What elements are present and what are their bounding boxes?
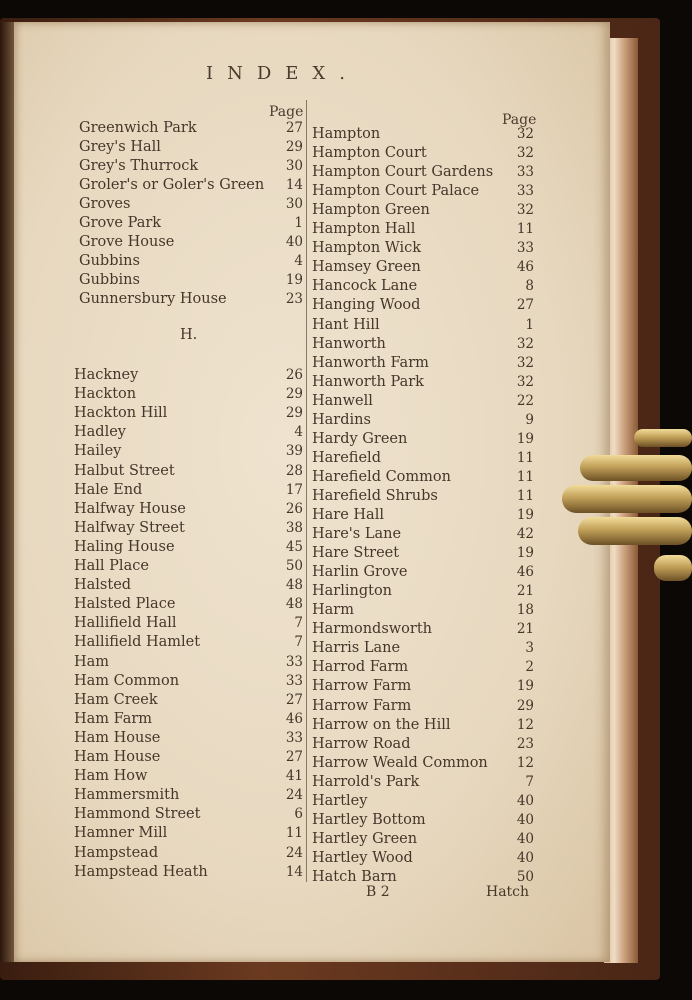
index-entry-name: Ham House (74, 749, 161, 765)
index-entry-page: 29 (285, 139, 303, 155)
index-entry-name: Harrold's Park (312, 773, 420, 790)
index-entry-page: 39 (285, 443, 303, 460)
index-entry-name: Hampton (312, 126, 381, 142)
index-entry-name: Hardy Green (312, 430, 408, 447)
index-entry-page: 46 (516, 564, 534, 581)
index-entry-page: 11 (516, 487, 534, 504)
index-entry-page: 27 (285, 749, 303, 765)
index-entry-name: Hare Street (312, 545, 400, 562)
index-entry-page: 1 (525, 316, 534, 333)
index-entry-page: 33 (285, 729, 303, 746)
index-entry-name: Harrod Farm (312, 659, 409, 676)
index-entry-name: Harefield (312, 449, 381, 466)
index-entry-name: Ham Creek (74, 691, 158, 708)
index-entry-name: Hare's Lane (312, 526, 402, 543)
index-entry-name: Hamsey Green (312, 259, 421, 276)
index-entry-page: 7 (294, 615, 303, 632)
index-entry-name: Grove House (79, 234, 175, 250)
index-entry-name: Grey's Hall (79, 139, 161, 155)
index-entry-page: 30 (285, 158, 303, 174)
index-entry-page: 32 (516, 354, 534, 371)
index-entry-page: 24 (285, 787, 303, 804)
index-entry-name: Halfway House (74, 500, 186, 517)
index-entry-page: 19 (516, 678, 534, 695)
index-entry-name: Harrow on the Hill (312, 716, 451, 733)
index-entry-name: Harefield Common (312, 468, 451, 485)
index-entry-page: 41 (285, 768, 303, 785)
index-entry-name: Hampton Hall (312, 221, 416, 238)
index-entry-page: 7 (294, 634, 303, 651)
index-entry-name: Ham Common (74, 672, 180, 689)
index-entry-page: 33 (516, 164, 534, 181)
index-entry-page: 9 (525, 411, 534, 428)
page-column-label-right: Page (502, 112, 537, 128)
index-entry-name: Hanwell (312, 392, 373, 409)
page-title: INDEX. (206, 63, 359, 84)
index-entry-page: 32 (516, 202, 534, 219)
index-entry-name: Halsted (74, 577, 132, 594)
index-entry-page: 30 (285, 196, 303, 212)
index-entry-name: Hartley Green (312, 830, 418, 847)
index-entry-name: Hale End (74, 481, 143, 498)
index-entry-name: Hammersmith (74, 787, 180, 804)
index-entry-page: 21 (516, 621, 534, 638)
index-entry-page: 11 (516, 449, 534, 466)
index-entry-page: 26 (285, 500, 303, 517)
index-entry-page: 19 (516, 545, 534, 562)
index-entry-page: 11 (516, 221, 534, 238)
index-entry-page: 32 (516, 145, 534, 162)
index-entry-name: Grove Park (79, 215, 162, 231)
index-entry-name: Ham How (74, 768, 148, 785)
index-entry-page: 21 (516, 583, 534, 600)
index-entry-name: Hackney (74, 367, 139, 383)
index-entry-page: 24 (285, 844, 303, 861)
index-entry-page: 14 (285, 863, 303, 880)
index-entry-name: Groves (79, 196, 131, 212)
index-entry-name: Gunnersbury House (79, 291, 227, 307)
index-entry-name: Harlin Grove (312, 564, 408, 581)
index-entry-page: 18 (516, 602, 534, 619)
index-entry-name: Hanworth Farm (312, 354, 429, 371)
index-entry-page: 40 (285, 234, 303, 250)
section-letter: H. (180, 327, 198, 343)
index-entry-name: Hampton Court Palace (312, 183, 480, 200)
index-entry-page: 29 (285, 386, 303, 403)
index-entry-page: 32 (516, 373, 534, 390)
index-entry-page: 27 (516, 297, 534, 314)
index-entry-name: Ham Farm (74, 710, 153, 727)
index-entry-name: Hailey (74, 443, 122, 460)
index-entry-page: 32 (516, 126, 534, 142)
index-entry-name: Hartley Bottom (312, 811, 426, 828)
index-entry-page: 48 (285, 577, 303, 594)
index-entry-name: Halsted Place (74, 596, 176, 613)
index-entry-page: 46 (516, 259, 534, 276)
index-entry-name: Hadley (74, 424, 126, 441)
index-entry-page: 12 (516, 716, 534, 733)
index-entry-name: Gubbins (79, 253, 140, 269)
index-entry-page: 33 (285, 672, 303, 689)
index-entry-page: 3 (525, 640, 534, 657)
index-entry-name: Hampton Green (312, 202, 430, 219)
index-entry-name: Groler's or Goler's Green (79, 177, 265, 193)
index-entry-page: 14 (285, 177, 303, 193)
index-entry-page: 40 (516, 849, 534, 866)
index-entry-page: 11 (285, 825, 303, 842)
index-entry-page: 23 (516, 735, 534, 752)
index-entry-page: 40 (516, 811, 534, 828)
index-entry-page: 27 (285, 691, 303, 708)
index-entry-page: 32 (516, 335, 534, 352)
index-entry-page: 8 (525, 278, 534, 295)
index-entry-name: Hamner Mill (74, 825, 168, 842)
index-entry-name: Halfway Street (74, 519, 185, 536)
catchword: Hatch (486, 884, 530, 900)
index-entry-name: Hammond Street (74, 806, 201, 823)
index-entry-page: 26 (285, 367, 303, 383)
index-entry-name: Harris Lane (312, 640, 401, 657)
index-entry-page: 50 (516, 868, 534, 885)
index-entry-page: 38 (285, 519, 303, 536)
index-entry-name: Haling House (74, 538, 175, 555)
index-entry-name: Ham House (74, 729, 161, 746)
index-entry-page: 19 (516, 507, 534, 523)
column-divider (306, 100, 307, 882)
index-entry-name: Hallifield Hamlet (74, 634, 201, 651)
brass-book-clasp (560, 425, 692, 585)
index-entry-page: 12 (516, 754, 534, 771)
index-entry-name: Harmondsworth (312, 621, 433, 638)
index-entry-page: 2 (525, 659, 534, 676)
index-entry-page: 46 (285, 710, 303, 727)
index-entry-name: Hampton Court Gardens (312, 164, 494, 181)
index-entry-page: 45 (285, 538, 303, 555)
index-entry-name: Harefield Shrubs (312, 487, 438, 504)
index-entry-name: Hanging Wood (312, 297, 421, 314)
index-entry-page: 40 (516, 792, 534, 809)
index-entry-name: Hardins (312, 411, 371, 428)
index-entry-page: 19 (285, 272, 303, 288)
index-entry-page: 27 (285, 120, 303, 136)
index-entry-name: Hant Hill (312, 316, 380, 333)
index-entry-name: Hare Hall (312, 507, 384, 523)
index-entry-page: 29 (516, 697, 534, 714)
index-entry-name: Halbut Street (74, 462, 175, 479)
index-entry-page: 50 (285, 558, 303, 574)
index-entry-name: Harrow Road (312, 735, 411, 752)
index-entry-page: 22 (516, 392, 534, 409)
index-entry-page: 11 (516, 468, 534, 485)
index-entry-page: 7 (525, 773, 534, 790)
index-entry-name: Hanworth Park (312, 373, 424, 390)
index-entry-name: Hampton Court (312, 145, 427, 162)
index-entry-page: 42 (516, 526, 534, 543)
index-entry-name: Harlington (312, 583, 393, 600)
index-entry-name: Ham (74, 653, 110, 670)
index-entry-page: 23 (285, 291, 303, 307)
index-entry-page: 4 (294, 253, 303, 269)
index-entry-name: Hanworth (312, 335, 386, 352)
index-entry-name: Hancock Lane (312, 278, 418, 295)
signature-mark: B 2 (366, 884, 390, 900)
index-entry-name: Harrow Farm (312, 678, 412, 695)
index-entry-name: Greenwich Park (79, 120, 197, 136)
index-entry-name: Hall Place (74, 558, 149, 574)
index-entry-page: 33 (516, 240, 534, 257)
index-entry-name: Hampstead Heath (74, 863, 208, 880)
index-entry-name: Gubbins (79, 272, 140, 288)
index-entry-page: 33 (285, 653, 303, 670)
index-entry-page: 33 (516, 183, 534, 200)
index-entry-name: Hartley Wood (312, 849, 413, 866)
index-entry-page: 17 (285, 481, 303, 498)
index-entry-name: Hallifield Hall (74, 615, 177, 632)
page-column-label-left: Page (269, 104, 304, 120)
index-entry-page: 48 (285, 596, 303, 613)
index-entry-name: Hampstead (74, 844, 159, 861)
index-entry-page: 40 (516, 830, 534, 847)
index-entry-page: 29 (285, 405, 303, 422)
index-entry-name: Hartley (312, 792, 368, 809)
index-entry-page: 28 (285, 462, 303, 479)
index-entry-name: Harm (312, 602, 354, 619)
index-entry-page: 19 (516, 430, 534, 447)
index-entry-page: 4 (294, 424, 303, 441)
index-entry-name: Grey's Thurrock (79, 158, 199, 174)
index-entry-page: 6 (294, 806, 303, 823)
index-entry-name: Hackton Hill (74, 405, 168, 422)
index-entry-name: Hampton Wick (312, 240, 422, 257)
index-entry-name: Hatch Barn (312, 868, 397, 885)
index-entry-name: Harrow Farm (312, 697, 412, 714)
index-entry-name: Harrow Weald Common (312, 754, 488, 771)
index-entry-name: Hackton (74, 386, 137, 403)
index-entry-page: 1 (294, 215, 303, 231)
